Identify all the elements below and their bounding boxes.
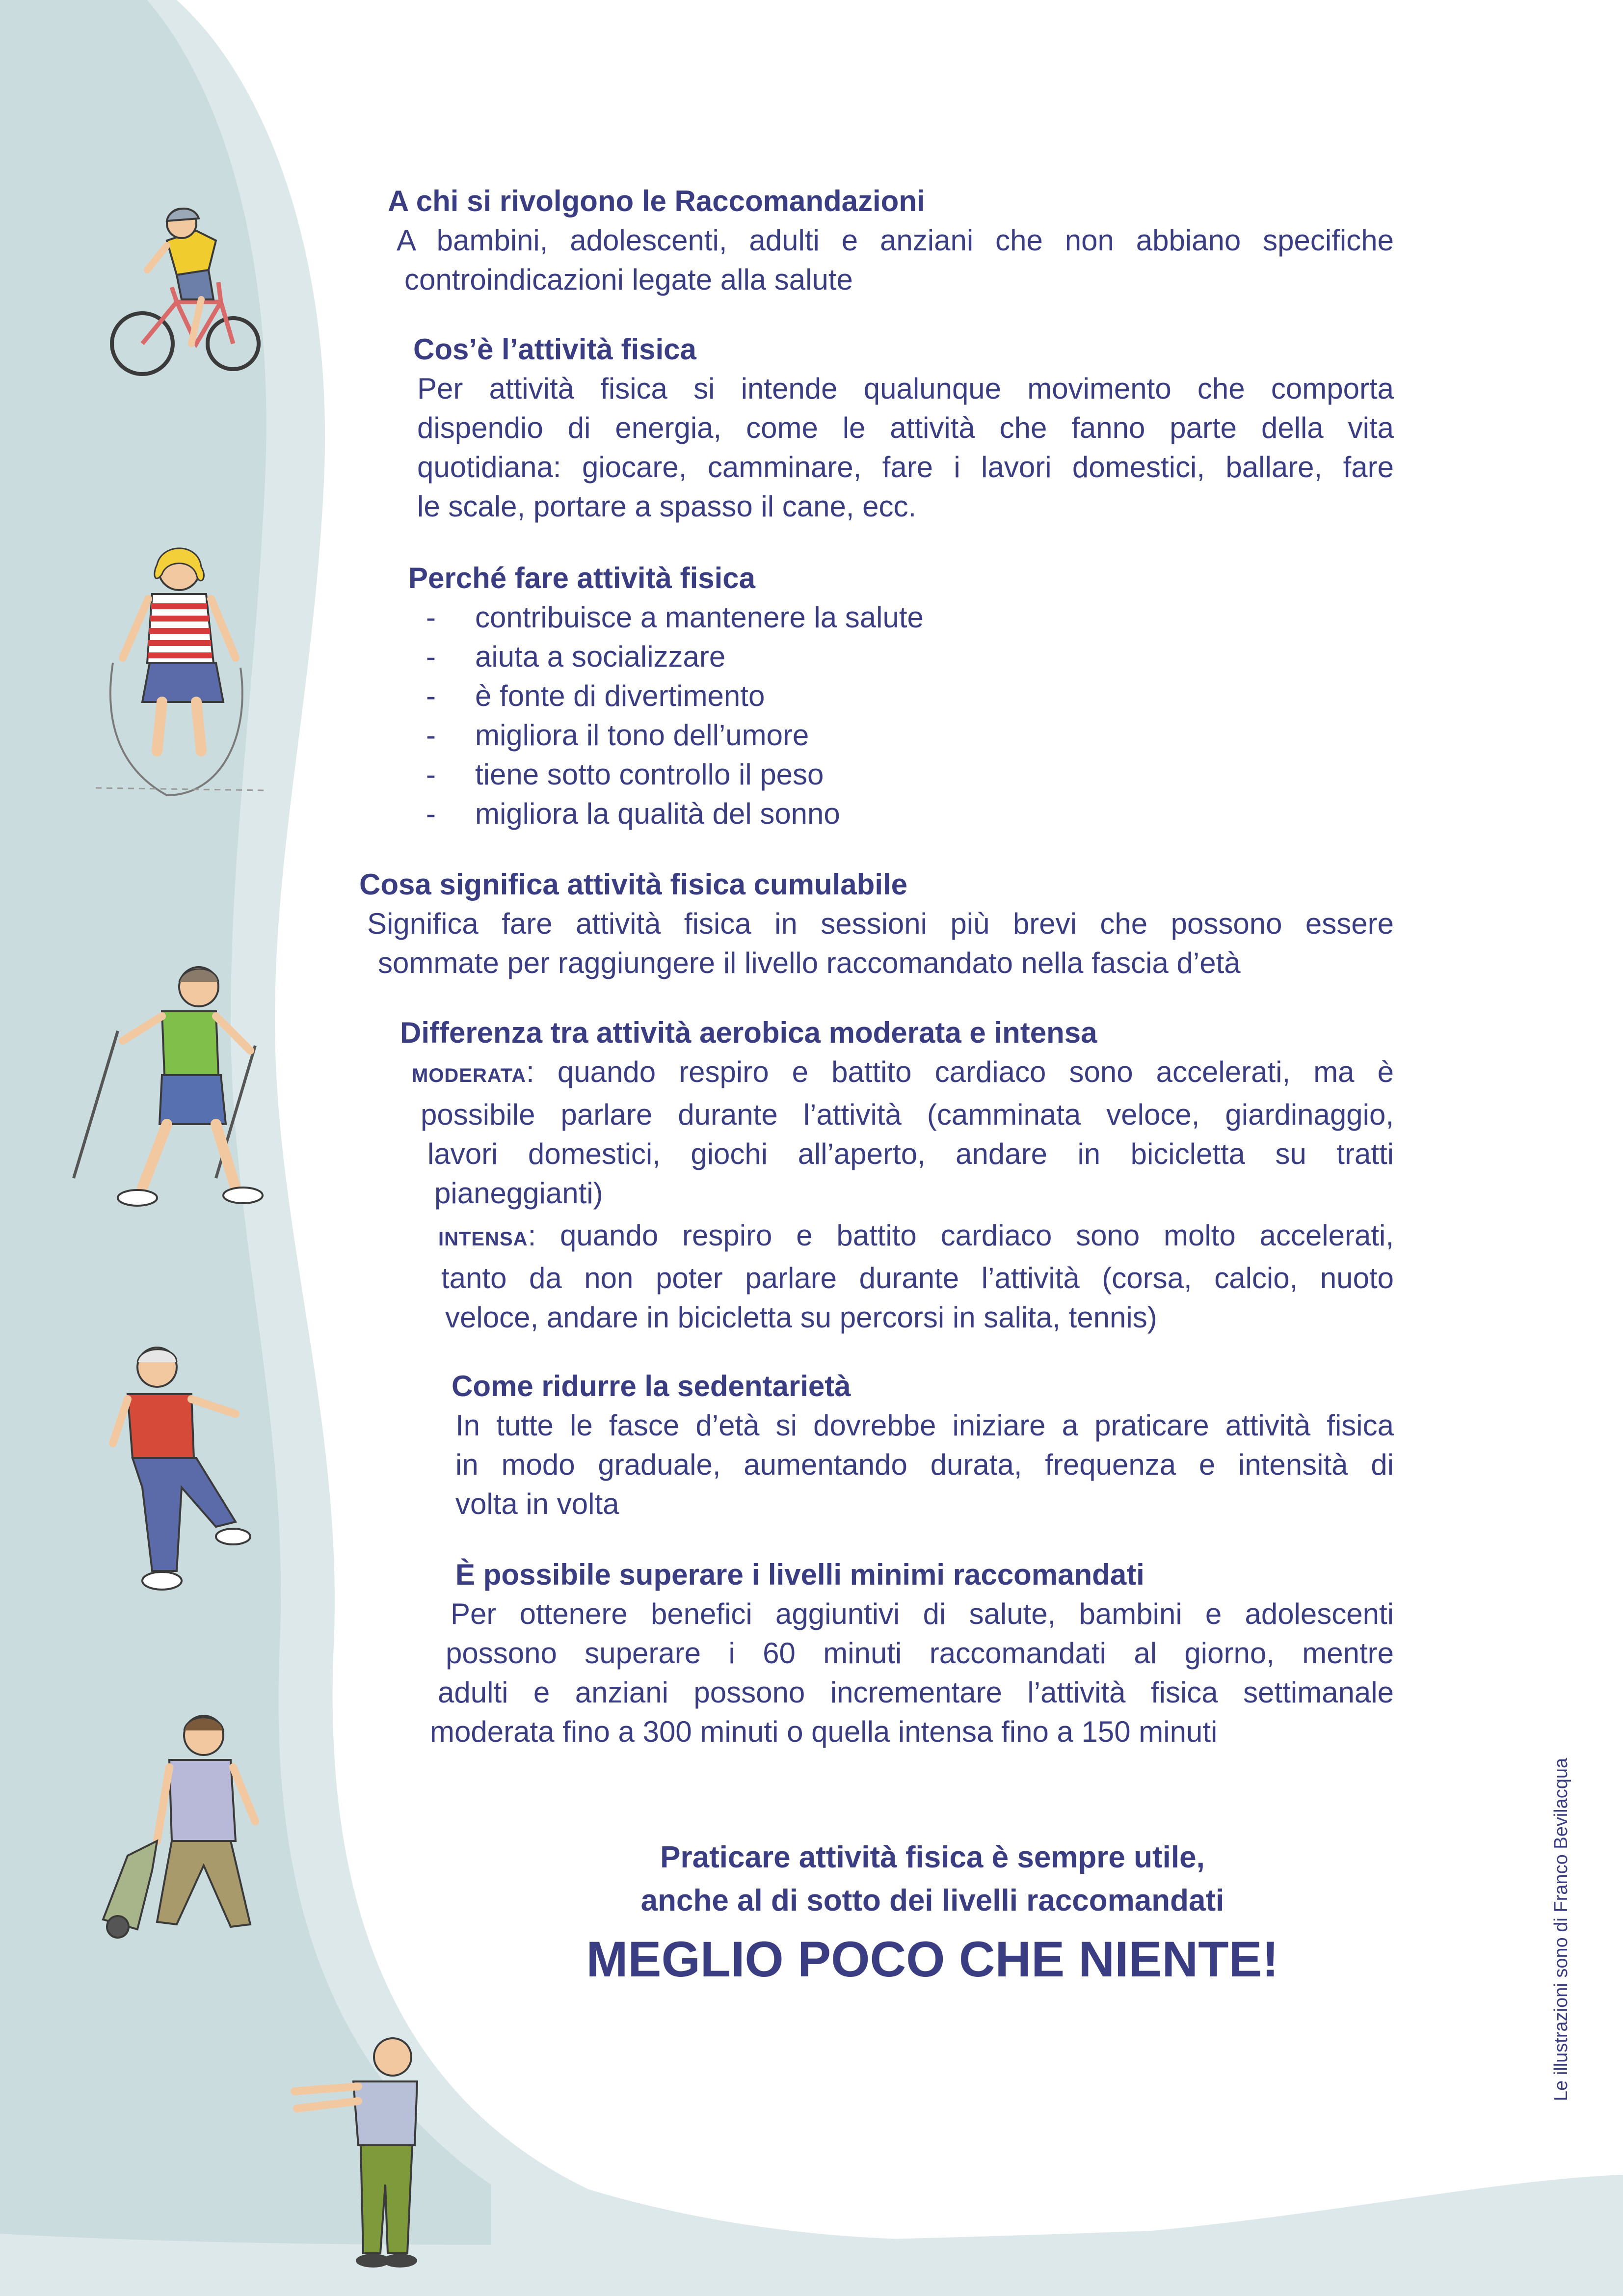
list-item: [408, 794, 1292, 834]
moderate-label: MODERATA: [412, 1065, 527, 1086]
bullet-dash: -: [426, 640, 436, 673]
bullet-dash: -: [426, 601, 436, 634]
section-heading: Perché fare attività fisica: [408, 562, 756, 594]
paragraph-line: le scale, portare a spasso il cane, ecc.: [417, 490, 917, 523]
paragraph-line: Per attività fisica si intende qualunque movimento che comporta: [417, 372, 1394, 405]
section-heading: Cosa significa attività fisica cumulabile: [359, 868, 908, 901]
list-item: [408, 637, 1292, 676]
section-heading: Come ridurre la sedentarietà: [452, 1370, 851, 1403]
section-target: [388, 182, 1394, 299]
section-heading: A chi si rivolgono le Raccomandazioni: [388, 185, 925, 217]
bullet-dash: -: [426, 797, 436, 830]
section-sedentary: [452, 1367, 1394, 1524]
list-item: [408, 598, 1292, 637]
closing-line-1: Praticare attività fisica è sempre utile,: [660, 1840, 1205, 1874]
list-item-text: aiuta a socializzare: [475, 640, 726, 673]
paragraph-line: controindicazioni legate alla salute: [404, 263, 853, 296]
intense-text: : quando respiro e battito cardiaco sono molto accelerati,: [528, 1219, 1394, 1252]
benefits-list: [408, 598, 1292, 834]
paragraph-line: Significa fare attività fisica in sessioni più brevi che possono essere: [367, 907, 1394, 940]
list-item-text: migliora la qualità del sonno: [475, 797, 840, 830]
paragraph-line: pianeggianti): [434, 1177, 603, 1210]
closing-line-2: anche al di sotto dei livelli raccomandati: [640, 1884, 1224, 1918]
cyclist-illustration: [103, 201, 265, 398]
section-exceed: [430, 1555, 1394, 1752]
paragraph-line: veloce, andare in bicicletta su percorsi in salita, tennis): [445, 1301, 1157, 1334]
girl-jumping-rope-illustration: [93, 540, 270, 805]
paragraph-line: in modo graduale, aumentando durata, frequenza e intensità di: [455, 1448, 1394, 1481]
list-item-text: è fonte di divertimento: [475, 679, 765, 712]
man-with-shopping-trolley-illustration: [83, 1708, 270, 1944]
moderate-first-line: [400, 1053, 1394, 1095]
intense-label: INTENSA: [438, 1228, 528, 1250]
section-heading: È possibile superare i livelli minimi raccomandati: [455, 1558, 1144, 1591]
bullet-dash: -: [426, 679, 436, 712]
paragraph-line: A bambini, adolescenti, adulti e anziani che non abbiano specifiche: [397, 224, 1394, 257]
section-heading: Cos’è l’attività fisica: [413, 333, 696, 366]
list-item: [408, 676, 1292, 716]
list-item: [408, 755, 1292, 794]
section-heading: Differenza tra attività aerobica moderata e intensa: [400, 1016, 1097, 1049]
list-item-text: contribuisce a mantenere la salute: [475, 601, 924, 634]
paragraph-line: volta in volta: [455, 1487, 619, 1520]
closing-slogan: MEGLIO POCO CHE NIENTE!: [586, 1931, 1279, 1987]
moderate-text: : quando respiro e battito cardiaco sono accelerati, ma è: [526, 1055, 1394, 1088]
bullet-dash: -: [426, 758, 436, 791]
paragraph-line: lavori domestici, giochi all’aperto, andare in bicicletta su tratti: [427, 1137, 1394, 1170]
illustration-credit: Le illustrazioni sono di Franco Bevilacqua: [1551, 1757, 1571, 2101]
list-item-text: migliora il tono dell’umore: [475, 719, 809, 752]
man-nordic-walking-illustration: [69, 962, 275, 1217]
section-why: [408, 559, 1292, 834]
paragraph-line: possono superare i 60 minuti raccomandati al giorno, mentre: [446, 1637, 1394, 1670]
paragraph-line: tanto da non poter parlare durante l’attività (corsa, calcio, nuoto: [441, 1262, 1394, 1295]
paragraph-line: dispendio di energia, come le attività che fanno parte della vita: [417, 411, 1394, 444]
man-stretching-arms-illustration: [290, 2027, 437, 2273]
paragraph-line: In tutte le fasce d’età si dovrebbe iniziare a praticare attività fisica: [455, 1409, 1394, 1442]
bullet-dash: -: [426, 719, 436, 752]
paragraph-line: sommate per raggiungere il livello raccomandato nella fascia d’età: [378, 946, 1241, 979]
intense-first-line: [400, 1216, 1394, 1259]
closing-message: [491, 1836, 1374, 1991]
section-cumulative: [359, 865, 1394, 983]
paragraph-line: quotidiana: giocare, camminare, fare i lavori domestici, ballare, fare: [417, 451, 1394, 484]
list-item: [408, 716, 1292, 755]
paragraph-line: possibile parlare durante l’attività (camminata veloce, giardinaggio,: [421, 1098, 1394, 1131]
section-definition: [413, 330, 1394, 526]
section-difference: [400, 1013, 1394, 1337]
list-item-text: tiene sotto controllo il peso: [475, 758, 824, 791]
paragraph-line: adulti e anziani possono incrementare l’attività fisica settimanale: [438, 1676, 1394, 1709]
paragraph-line: moderata fino a 300 minuti o quella intensa fino a 150 minuti: [430, 1715, 1218, 1748]
elderly-man-running-illustration: [103, 1340, 255, 1595]
paragraph-line: Per ottenere benefici aggiuntivi di salute, bambini e adolescenti: [451, 1597, 1394, 1630]
